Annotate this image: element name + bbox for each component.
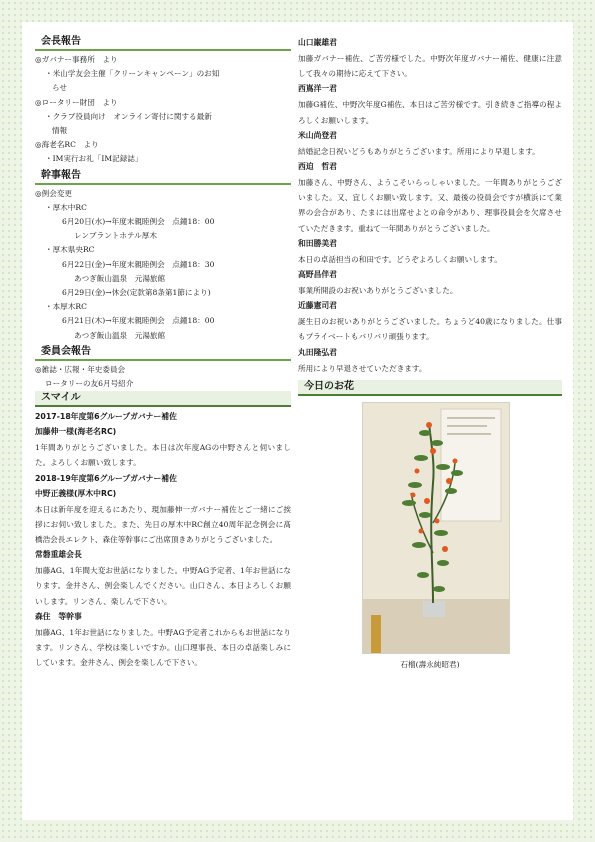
secretary-report-heading: 幹事報告 <box>35 169 291 185</box>
smile-message: 本日は新年度を迎えるにあたり、現加藤伸一ガバナー補佐とご一緒にご挨拶にお伺い致しました。また、先日の厚木中RC創立40周年記念例会に髙橋浩会長エレクト、森住等幹事にご出席頂きありがとうございました。 <box>35 504 291 545</box>
secretary-line: 6月29日(金)→休会(定款第8条第1節により) <box>62 288 211 298</box>
left-column <box>35 35 291 671</box>
flower-photo <box>362 402 510 654</box>
smile-member-name: 常磐重雄会長 <box>35 550 82 560</box>
secretary-line: ・本厚木RC <box>45 302 87 312</box>
smile-message: 加藤G補佐、中野次年度G補佐、本日はご苦労様です。引き続きご指導の程よろしくお願いします。 <box>298 100 562 125</box>
committee-report-heading: 委員会報告 <box>35 345 291 361</box>
chairman-line: ・米山学友会主催「クリーンキャンペーン」のお知 <box>45 69 220 79</box>
chairman-line: ◎ガバナー事務所 より <box>35 55 118 64</box>
smile-message: 加藤ガバナー補佐、ご苦労様でした。中野次年度ガバナー補佐、健康に注意して我々の期待に応えて下さい。 <box>298 54 562 79</box>
chairman-report-heading: 会長報告 <box>35 35 291 51</box>
smile-member-name: 森住 等幹事 <box>35 611 82 621</box>
smile-message: 所用により早退させていただきます。 <box>298 363 427 373</box>
smile-message: 加藤AG、1年お世話になりました。中野AG予定者これからもお世話になります。リンさん、学校は楽しいですか。山口理事長、本日の卓話楽しみにしています。金井さん、例会を楽しんで下さい。 <box>35 627 291 668</box>
chairman-line: ・クラブ役員向け オンライン寄付に関する最新 <box>45 111 212 121</box>
chairman-line: ◎ロータリー財団 より <box>35 97 118 107</box>
smile-member-name: 山口巌雄君 <box>298 38 337 47</box>
chairman-line: ◎海老名RC より <box>35 140 99 150</box>
right-column <box>298 35 562 672</box>
secretary-line: ◎例会変更 <box>35 188 73 198</box>
smile-heading: スマイル <box>35 391 291 407</box>
smile-subheading: 2017-18年度第6グループガバナー補佐 <box>35 412 177 422</box>
secretary-line: あつぎ飯山温泉 元湯旅館 <box>74 273 166 283</box>
smile-member-name: 丸田隆弘君 <box>298 347 337 357</box>
smile-message: 本日の卓話担当の和田です。どうぞよろしくお願いします。 <box>298 254 502 264</box>
secretary-line: あつぎ飯山温泉 元湯旅館 <box>74 330 166 340</box>
newsletter-page <box>22 22 573 820</box>
smile-entries-continued <box>298 35 562 376</box>
chairman-line: らせ <box>52 83 67 93</box>
smile-member-name: 西嶌洋一君 <box>298 84 337 94</box>
smile-message: 誕生日のお祝いありがとうございました。ちょうど40歳になりました。仕事もプライベートもバリバリ頑張ります。 <box>298 317 562 342</box>
secretary-line: ・厚木県央RC <box>45 245 95 255</box>
smile-member-name: 西迫 哲君 <box>298 162 337 172</box>
smile-member-name: 和田勝美君 <box>298 238 337 248</box>
secretary-line: ・厚木中RC <box>45 202 87 212</box>
smile-member-name: 米山尚登君 <box>298 130 337 140</box>
committee-line: ◎雑誌・広報・年史委員会 <box>35 364 126 374</box>
secretary-line: レンブラントホテル厚木 <box>74 231 157 241</box>
smile-message: 加藤さん、中野さん、ようこそいらっしゃいました。一年間ありがとうございました。又、宜しくお願い致します。又、最後の役員会ですが横浜にて業界の会合があり、たまには出席せよとの命令があり、理事役員会を欠席させていただきます。重ねて一年間ありがとうございました。 <box>298 178 562 233</box>
committee-line: ロータリーの友6月号紹介 <box>45 379 134 389</box>
smile-member-name: 中野正義様(厚木中RC) <box>35 488 117 498</box>
smile-list <box>35 409 291 670</box>
chairman-line: 情報 <box>52 126 68 136</box>
smile-member-name: 高野昌伴君 <box>298 270 337 280</box>
smile-message: 加藤AG、1年間大変お世話になりました。中野AG予定者、1年お世話になります。金井さん、例会楽しんでください。山口さん、本日よろしくお願いします。リンさん、楽しんで下さい。 <box>35 566 291 606</box>
smile-member-name: 加藤伸一様(海老名RC) <box>35 427 117 437</box>
secretary-line: 6月20日(水)→年度末親睦例会 点鐘18：00 <box>62 217 215 227</box>
flower-caption: 石榴(壽永純昭君) <box>400 659 460 669</box>
smile-message: 結婚記念日祝いどうもありがとうございます。所用により早退します。 <box>298 146 540 156</box>
flower-heading: 今日のお花 <box>298 380 562 396</box>
smile-message: 事業所開設のお祝いありがとうございました。 <box>298 286 458 296</box>
chairman-line: ・IM実行お礼「IM記録誌」 <box>45 154 143 164</box>
smile-subheading: 2018-19年度第6グループガバナー補佐 <box>35 473 177 483</box>
secretary-line: 6月22日(金)→年度末親睦例会 点鐘18：30 <box>62 259 215 269</box>
smile-message: 1年間ありがとうございました。本日は次年度AGの中野さんと伺いました。よろしくお願い致します。 <box>35 443 291 468</box>
secretary-line: 6月21日(木)→年度末親睦例会 点鐘18：00 <box>62 316 215 326</box>
smile-member-name: 近藤憲司君 <box>298 301 337 311</box>
